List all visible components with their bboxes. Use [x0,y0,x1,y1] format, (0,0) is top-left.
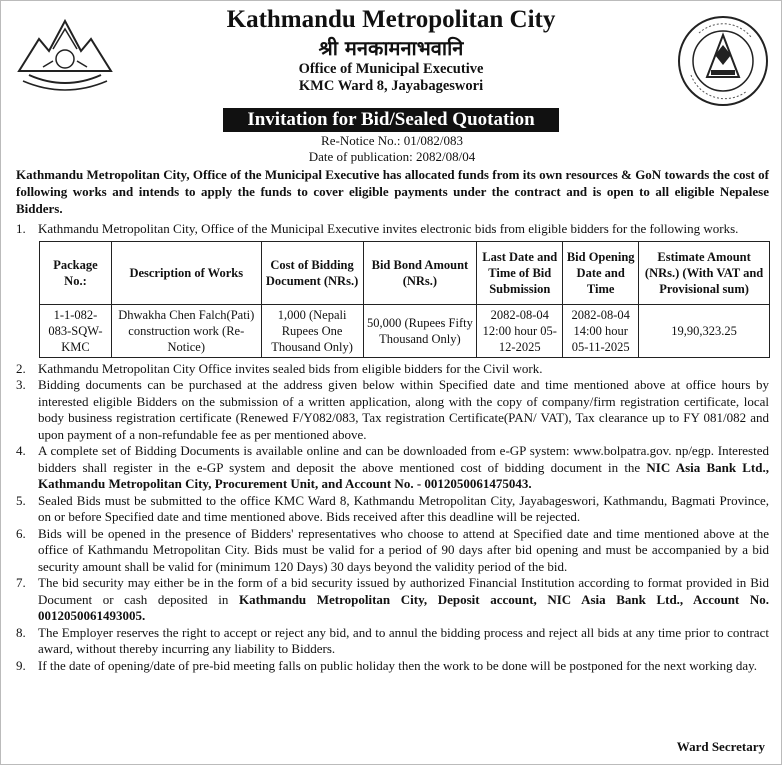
header-opening: Bid Opening Date and Time [563,241,639,304]
item-number: 8. [16,624,26,640]
city-name: Kathmandu Metropolitan City [226,6,556,33]
table-header-row [40,241,770,304]
list-item [16,625,769,658]
cell-package: 1-1-082-083-SQW-KMC [40,304,112,357]
item-number: 7. [16,575,26,590]
ward-secretary-signature: Ward Secretary [676,739,765,754]
list-item [16,377,769,443]
city-name-nepali: श्री मनकामनाभवानि [318,36,464,60]
item-text: Sealed Bids must be submitted to the office KMC Ward 8, Kathmandu Metropolitan City, Jayabageswori, Kathmandu, Bagmati Province, on or before Specified date and time mentioned above. Bids received after this deadline will be rejected. [38,492,769,524]
header-bond: Bid Bond Amount (NRs.) [363,241,477,304]
header-last-date: Last Date and Time of Bid Submission [477,241,563,304]
header-package: Package No.: [40,241,112,304]
notice-items [16,221,769,674]
table-row [40,304,770,357]
intro-paragraph: Kathmandu Metropolitan City, Office of the Municipal Executive has allocated funds from its own resources & GoN towards the cost of following works and intends to apply the funds to cover eligible payments under the contract and is open to all eligible Nepalese Bidders. [16,167,769,216]
item-text-regular: The bid security may either be in the form of a bid security issued by authorized Financial Institution according to format provided in Bid Document or cash deposited in [38,575,769,607]
header-estimate: Estimate Amount (NRs.) (With VAT and Provisional sum) [639,241,770,304]
item-text [38,443,769,493]
cell-estimate: 19,90,323.25 [639,304,770,357]
header-cost: Cost of Bidding Document (NRs.) [261,241,363,304]
list-item [16,361,769,378]
item-number: 2. [16,360,26,376]
cell-cost: 1,000 (Nepali Rupees One Thousand Only) [261,304,363,357]
list-item [16,658,769,675]
notice-header [1,1,781,113]
item-text: Bidding documents can be purchased at the address given below within Specified date and time mentioned above at office hours by interested eligible Bidders on the submission of a written application, along with the copy of company/firm registration certificate, local body business registration certificate (Renewed F/Y082/083, Tax registration Certificate(PAN/ VAT), Tax clearance up to FY 081/082 and upon payment of a non-refundable fee as per mentioned above. [38,377,769,442]
list-item [16,493,769,526]
bid-table [39,241,770,358]
item-text: Kathmandu Metropolitan City, Office of the Municipal Executive invites electronic bids from eligible bidders for the following works. [38,221,739,236]
item-text: If the date of opening/date of pre-bid meeting falls on public holiday then the work to be done will be postponed for the next working day. [38,657,758,673]
item-number: 1. [16,221,26,236]
item-number: 6. [16,525,26,541]
list-item [16,443,769,493]
list-item [16,526,769,576]
ward-name: KMC Ward 8, Jayabageswori [298,78,484,94]
item-text [38,575,769,625]
item-number: 9. [16,657,26,673]
item-number: 3. [16,377,26,392]
bank-account-info: NIC Asia Bank Ltd., Kathmandu Metropolitan City, Procurement Unit, and Account No. - 0012050061475043. [38,459,769,491]
item-number: 5. [16,492,26,508]
office-name: Office of Municipal Executive [298,61,484,77]
cell-bond: 50,000 (Rupees Fifty Thousand Only) [363,304,477,357]
item-text: The Employer reserves the right to accept or reject any bid, and to annul the bidding process and reject all bids at any time prior to contract award, without thereby incurring any liability to Bidders. [38,624,769,656]
list-item [16,575,769,625]
deposit-account-info: Kathmandu Metropolitan City, Deposit account, NIC Asia Bank Ltd., Account No. 0012050061493005. [38,591,769,623]
item-text: Kathmandu Metropolitan City Office invites sealed bids from eligible bidders for the Civil work. [38,360,543,376]
cell-opening: 2082-08-04 14:00 hour 05-11-2025 [563,304,639,357]
header-description: Description of Works [111,241,261,304]
cell-last-date: 2082-08-04 12:00 hour 05-12-2025 [477,304,563,357]
publication-date: Date of publication: 2082/08/04 [308,149,476,164]
notice-title: Invitation for Bid/Sealed Quotation [223,108,559,132]
list-item [16,221,769,238]
kmc-seal-icon [677,15,769,107]
item-text-regular: A complete set of Bidding Documents is available online and can be downloaded from e-GP system: www.bolpatra.gov. np/egp. Interested bidders shall register in the e-GP system and deposit the above mentioned cost of bidding document in the [38,443,769,475]
item-text: Bids will be opened in the presence of Bidders' representatives who choose to attend at Specified date and time mentioned above at the office of Kathmandu Metropolitan City. Bids must be valid for a period of 90 days after bid opening and must be accompanied by a bid security amount shall be valid for (minimum 120 Days) 30 days beyond the validity period of the bid. [38,525,769,574]
nepal-emblem-icon [13,11,117,93]
renotice-number: Re-Notice No.: 01/082/083 [321,133,463,148]
cell-description: Dhwakha Chen Falch(Pati) construction work (Re-Notice) [111,304,261,357]
item-number: 4. [16,443,26,458]
